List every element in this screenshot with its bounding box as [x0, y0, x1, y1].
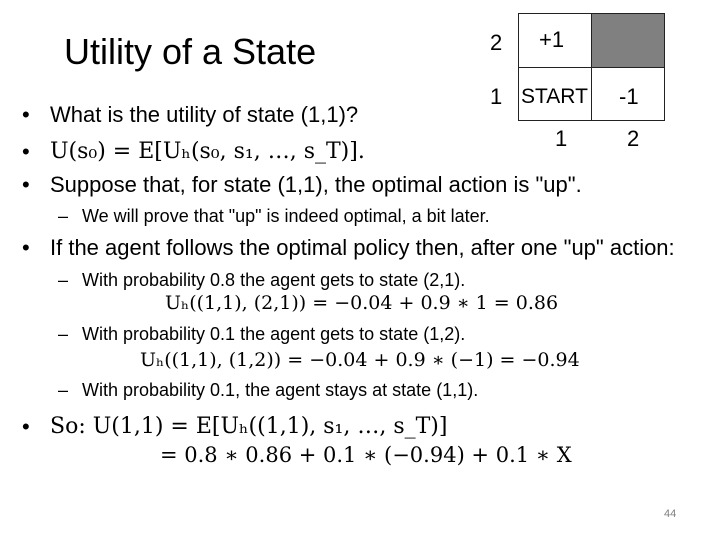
slide-title: Utility of a State — [64, 31, 317, 72]
equation-up-outcome: Uₕ((1,1), (2,1)) = −0.04 + 0.9 ∗ 1 = 0.86 — [165, 292, 559, 314]
col-label-1: 1 — [555, 126, 568, 151]
reward-plus-one: +1 — [539, 27, 565, 52]
col-label-2: 2 — [627, 126, 640, 151]
bullet-text: U(s₀) = E[Uₕ(s₀, s₁, …, s_T)]. — [50, 139, 365, 164]
equation-final-expansion: = 0.8 ∗ 0.86 + 0.1 ∗ (−0.94) + 0.1 ∗ X — [160, 443, 572, 467]
page-number: 44 — [664, 508, 677, 520]
bullet-dot: • — [22, 102, 30, 127]
bullet-dot: • — [22, 235, 30, 260]
sub-bullet-dash: – — [58, 270, 69, 290]
grid-cell-start — [519, 68, 592, 120]
sub-bullet-dash: – — [58, 380, 69, 400]
bullet-dot: • — [22, 139, 30, 164]
start-label: START — [521, 85, 588, 108]
row-label-1: 1 — [490, 84, 503, 109]
sub-bullet-dash: – — [58, 324, 69, 344]
reward-minus-one: -1 — [619, 84, 639, 109]
grid-cell-1-2 — [519, 14, 592, 68]
sub-bullet-text: With probability 0.1 the agent gets to state (1,2). — [82, 324, 466, 344]
bullet-text: If the agent follows the optimal policy then, after one "up" action: — [50, 235, 675, 260]
sub-bullet-text: With probability 0.1, the agent stays at state (1,1). — [82, 380, 479, 400]
sub-bullet-text: With probability 0.8 the agent gets to state (2,1). — [82, 270, 466, 290]
row-label-2: 2 — [490, 30, 503, 55]
bullet-text: Suppose that, for state (1,1), the optimal action is "up". — [50, 172, 582, 197]
bullet-text: So: U(1,1) = E[Uₕ((1,1), s₁, …, s_T)] — [50, 414, 448, 439]
bullet-dot: • — [22, 172, 30, 197]
sub-bullet-dash: – — [58, 206, 69, 226]
grid-world — [518, 13, 665, 121]
sub-bullet-text: We will prove that "up" is indeed optimal, a bit later. — [82, 206, 490, 226]
grid-cell-obstacle — [592, 14, 664, 68]
bullet-text: What is the utility of state (1,1)? — [50, 102, 359, 127]
grid-cell-2-1 — [592, 68, 664, 120]
bullet-dot: • — [22, 414, 30, 439]
equation-right-outcome: Uₕ((1,1), (1,2)) = −0.04 + 0.9 ∗ (−1) = −0.94 — [140, 349, 580, 371]
